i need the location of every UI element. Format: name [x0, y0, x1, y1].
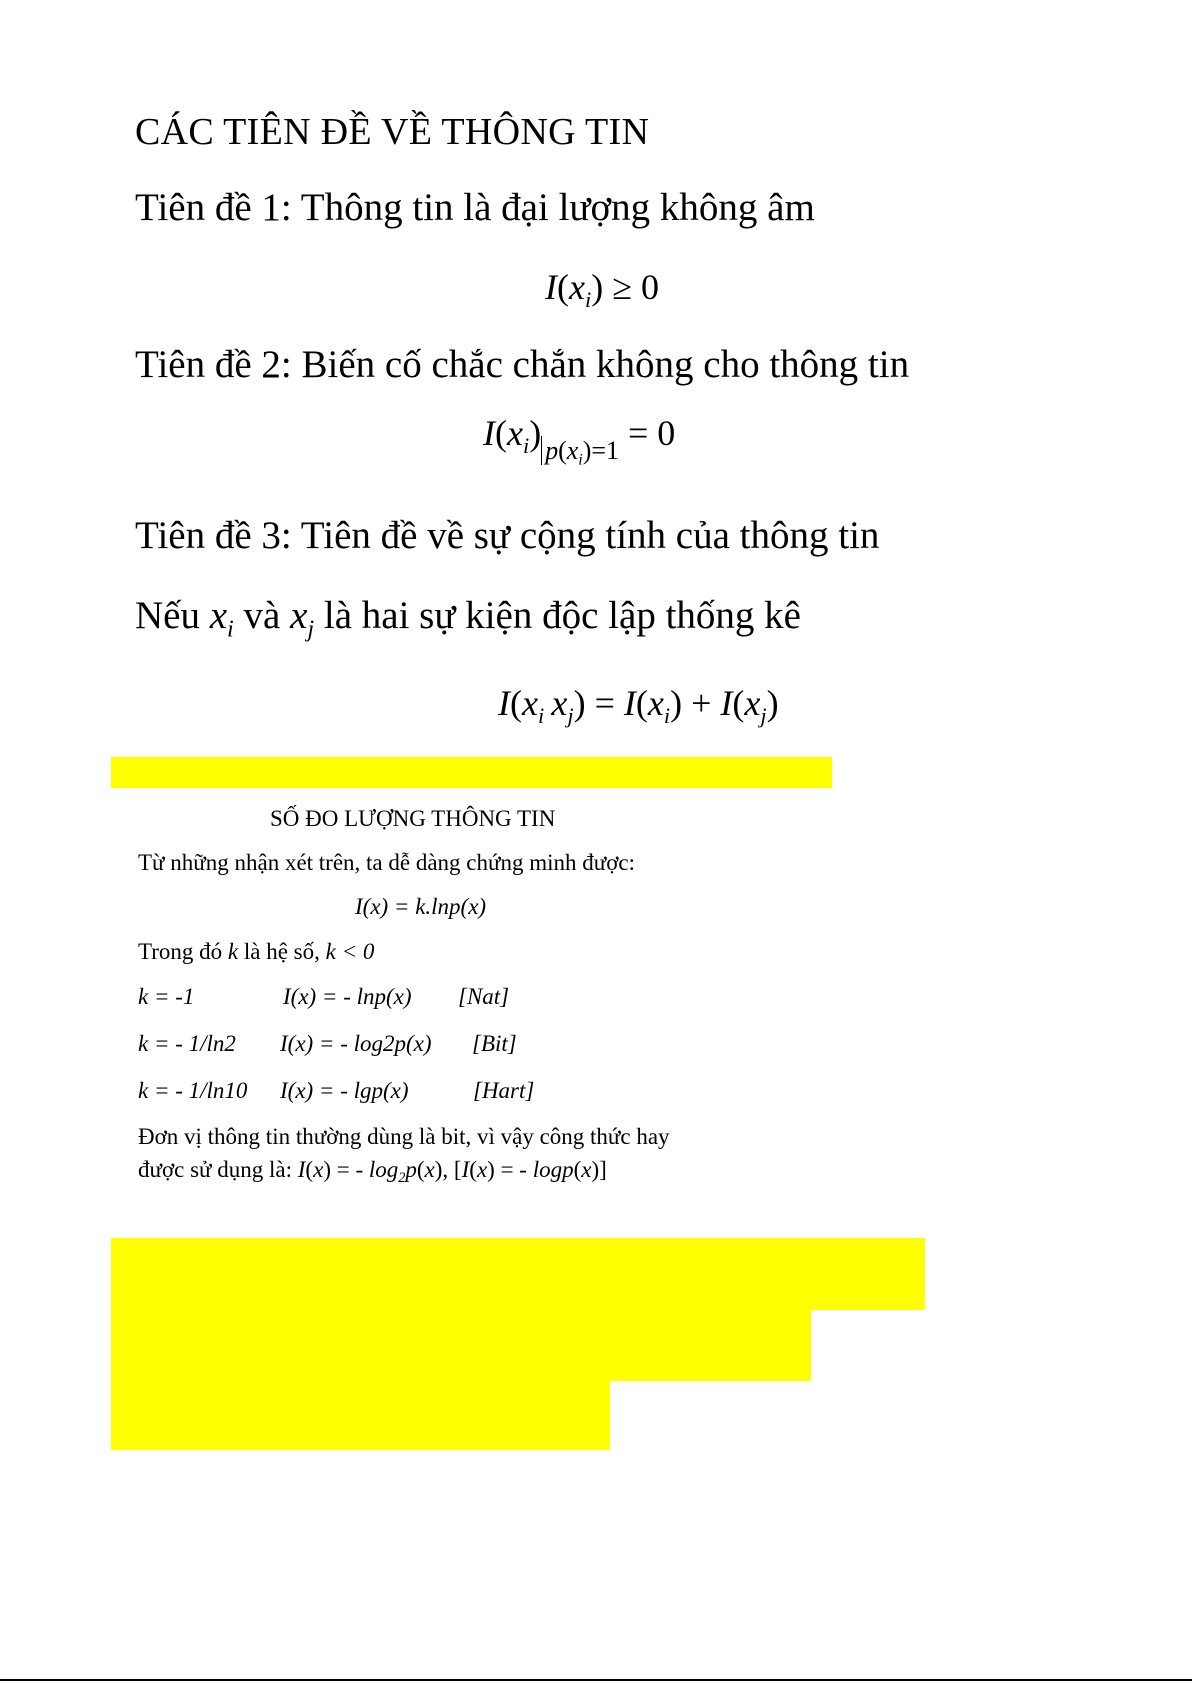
row-formula-nat: I(x) = - lnp(x) — [283, 984, 412, 1009]
row-formula-bit: I(x) = - log2p(x) — [280, 1031, 432, 1056]
note-line-1: Đơn vị thông tin thường dùng là bit, vì vậy công thức hay — [138, 1124, 670, 1149]
equation-2-rhs: = 0 — [627, 413, 676, 453]
equation-1: $I(x_i) \ge 0$ — [545, 267, 659, 312]
note-line-2: được sử dụng là: I(x) = - $\log_2p(x)$, [I(x) = - logp(x)] — [138, 1157, 607, 1186]
condition-suffix: là hai sự kiện độc lập thống kê — [323, 594, 801, 637]
where-prefix: Trong đó — [138, 939, 223, 964]
condition-prefix: Nếu — [135, 594, 200, 637]
main-formula: I(x) = k.lnp(x) — [355, 894, 487, 919]
page-bottom-rule — [0, 1679, 1192, 1681]
measure-title: SỐ ĐO LƯỢNG THÔNG TIN — [270, 806, 556, 831]
equation-2: $I(x_i) _{p(x_i)=1} = 0$ — [483, 413, 676, 469]
row-unit-bit: [Bit] — [472, 1031, 517, 1056]
row-formula-hart: I(x) = - lgp(x) — [280, 1078, 409, 1103]
where-text: Trong đó k là hệ số, k < 0 — [138, 939, 375, 964]
row-k-bit: k = - 1/ln2 — [138, 1031, 236, 1056]
where-mid: là hệ số, — [243, 939, 320, 964]
row-k-nat: k = -1 — [138, 984, 195, 1009]
axioms-title: CÁC TIÊN ĐỀ VỀ THÔNG TIN — [135, 111, 650, 153]
equation-3: $I(x_i$ $x_j) = I(x_i) + I(x_j)$ — [498, 683, 779, 728]
row-k-hart: k = - 1/ln10 — [138, 1078, 248, 1103]
condition-mid: và — [243, 594, 281, 637]
row-unit-hart: [Hart] — [473, 1078, 535, 1103]
row-unit-nat: [Nat] — [458, 984, 510, 1009]
axiom-2: Tiên đề 2: Biến cố chắc chắn không cho thông tin — [135, 343, 910, 386]
intro-text: Từ những nhận xét trên, ta dễ dàng chứng minh được: — [138, 850, 635, 875]
independence-condition: Nếu $x_i$ và $x_j$ là hai sự kiện độc lập thống kê — [135, 594, 801, 643]
highlight-block-2 — [111, 1309, 811, 1381]
highlight-block-1 — [111, 1238, 925, 1310]
equation-1-relation: ≥ 0 — [612, 267, 659, 307]
axiom-3: Tiên đề 3: Tiên đề về sự cộng tính của thông tin — [135, 514, 880, 557]
note-line-2-prefix: được sử dụng là: — [138, 1157, 292, 1182]
highlight-block-3 — [111, 1380, 610, 1450]
highlight-bar-top — [111, 757, 832, 788]
axiom-1: Tiên đề 1: Thông tin là đại lượng không âm — [135, 186, 815, 229]
